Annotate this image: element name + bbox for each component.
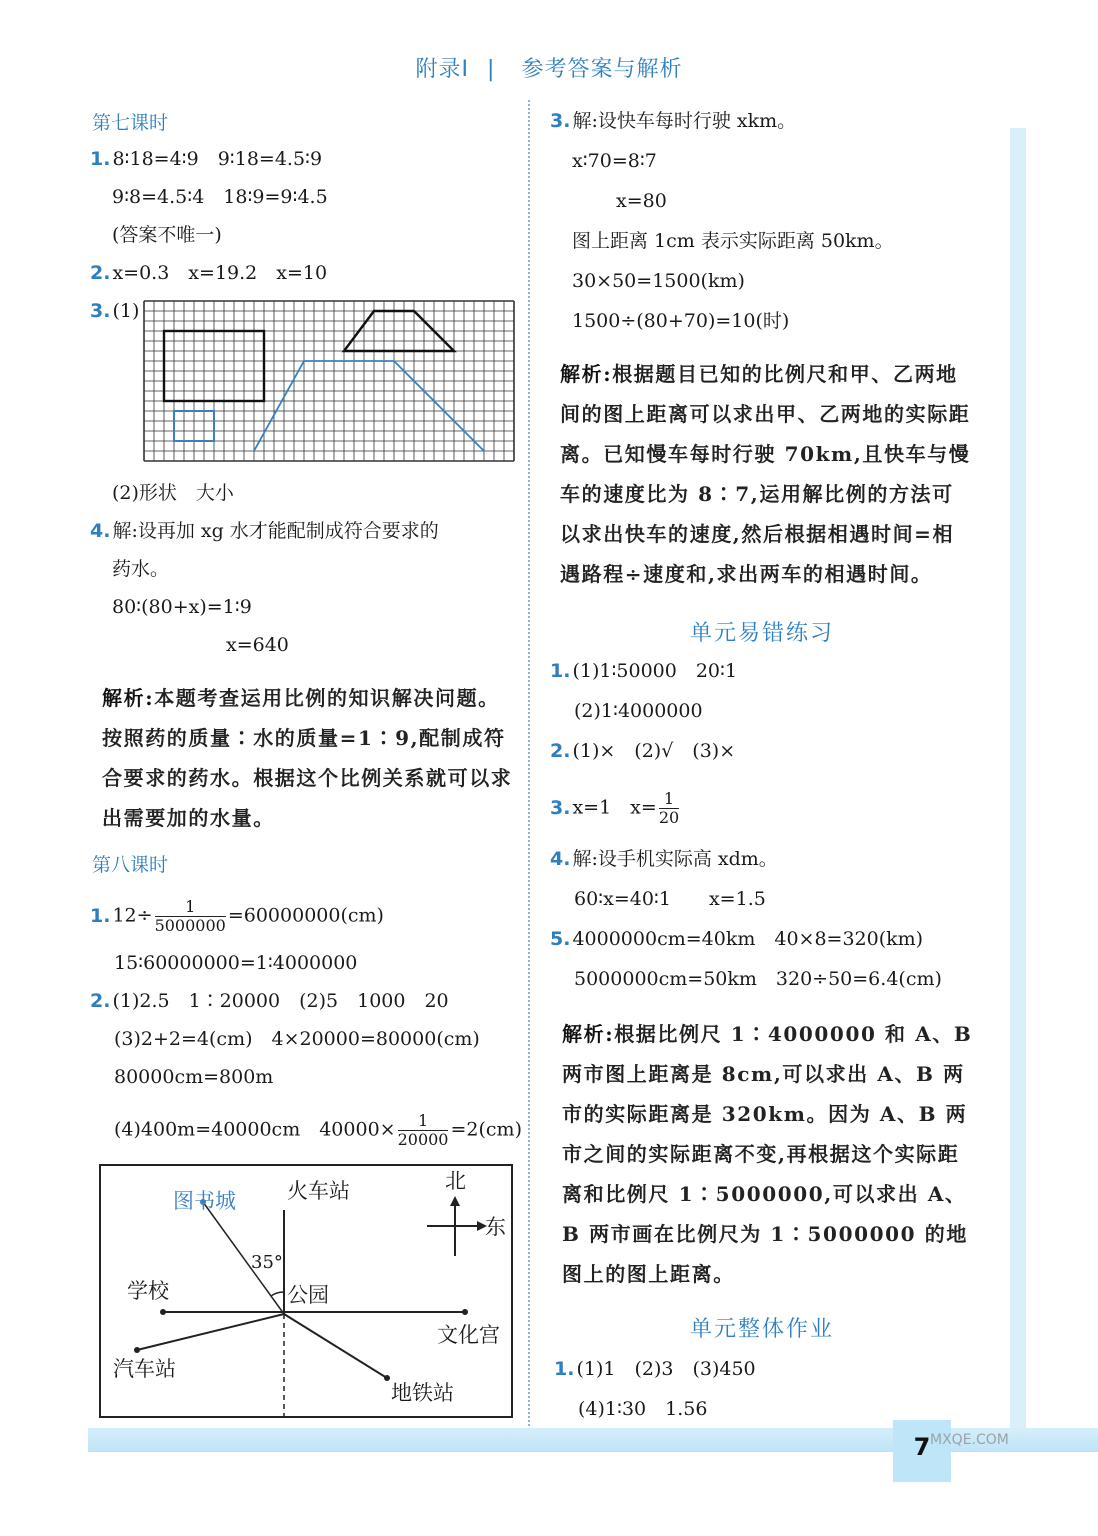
grid-figure bbox=[143, 300, 515, 470]
analysis-label: 解析: bbox=[102, 686, 155, 710]
errors-answer-4-line2: 60∶x=40∶1 x=1.5 bbox=[574, 888, 766, 910]
answer-r3-line3: 30×50=1500(km) bbox=[572, 270, 745, 292]
question-number: 2. bbox=[550, 740, 571, 762]
answer-r3-eq2: x=80 bbox=[616, 190, 667, 212]
analysis-text: 根据题目已知的比例尺和甲、乙两地间的图上距离可以求出甲、乙两地的实际距离。已知慢车每时行驶 70km,且快车与慢车的速度比为 8∶7,运用解比例的方法可以求出快车的速度,然后根据相遇时间=相遇路程÷速度和,求出两车的相遇时间。 bbox=[560, 362, 971, 586]
appendix-label: 附录Ⅰ bbox=[415, 57, 470, 82]
errors-answer-3 bbox=[550, 790, 681, 827]
label-subway: 地铁站 bbox=[391, 1381, 454, 1405]
enlarged-trapezoid bbox=[254, 361, 484, 451]
answer-text: 12÷ bbox=[112, 904, 153, 927]
analysis-text: 根据比例尺 1∶4000000 和 A、B 两市图上距离是 8cm,可以求出 A、B 两市的实际距离是 320km。因为 A、B 两市之间的实际距离不变,再根据这个实际距离和比例尺 1∶5000000,可以求出 A、B 两市画在比例尺为 1∶5000000 的地图上的图上距离。 bbox=[562, 1022, 973, 1286]
answer-r3-line2: 图上距离 1cm 表示实际距离 50km。 bbox=[572, 230, 894, 252]
answer-3-part2: (2)形状 大小 bbox=[112, 482, 234, 504]
question-number: 3. bbox=[550, 110, 571, 132]
label-station: 火车站 bbox=[287, 1179, 350, 1203]
section-title-lesson7: 第七课时 bbox=[92, 112, 169, 134]
question-number: 2. bbox=[90, 262, 111, 284]
section-title-errors: 单元易错练习 bbox=[690, 621, 835, 646]
question-number: 5. bbox=[550, 928, 571, 950]
answer-text: 4000000cm=40km 40×8=320(km) bbox=[572, 928, 924, 950]
analysis-label: 解析: bbox=[562, 1022, 615, 1046]
errors-answer-5-line1 bbox=[550, 926, 923, 952]
fraction-numerator: 1 bbox=[155, 898, 226, 917]
bus-point bbox=[134, 1347, 140, 1353]
fraction-denominator: 5000000 bbox=[154, 916, 226, 935]
question-number: 4. bbox=[550, 848, 571, 870]
question-number: 1. bbox=[90, 148, 111, 170]
fraction-denominator: 20000 bbox=[397, 1130, 449, 1149]
label-park: 公园 bbox=[287, 1283, 329, 1307]
label-north: 北 bbox=[445, 1169, 466, 1193]
answer-text: 解:设再加 xg 水才能配制成符合要求的 bbox=[112, 520, 439, 542]
answer-4-eq2: x=640 bbox=[226, 634, 289, 656]
unit-answer-1-line2: (4)1∶30 1.56 bbox=[578, 1398, 708, 1420]
answer-text: x=0.3 x=19.2 x=10 bbox=[112, 262, 328, 284]
map-svg bbox=[99, 1164, 513, 1418]
fraction-denominator: 20 bbox=[658, 808, 680, 827]
column-divider bbox=[528, 100, 530, 1430]
answer-1-note: (答案不唯一) bbox=[112, 224, 222, 246]
answer-text: (1)2.5 1∶20000 (2)5 1000 20 bbox=[112, 990, 449, 1012]
answer-text: =2(cm) bbox=[450, 1118, 522, 1141]
section-title-lesson8: 第八课时 bbox=[92, 854, 169, 876]
lesson8-answer-1-line2: 15∶60000000=1∶4000000 bbox=[114, 952, 358, 974]
question-number: 1. bbox=[90, 904, 111, 927]
answer-text: 解:设手机实际高 xdm。 bbox=[572, 848, 778, 870]
question-number: 3. bbox=[90, 300, 111, 322]
answer-1-line2: 9∶8=4.5∶4 18∶9=9∶4.5 bbox=[112, 186, 328, 208]
answer-r3-eq1: x∶70=8∶7 bbox=[572, 150, 657, 172]
fraction-numerator: 1 bbox=[659, 790, 679, 809]
subway-point bbox=[384, 1375, 390, 1381]
lesson8-answer-2-line2: (3)2+2=4(cm) 4×20000=80000(cm) bbox=[114, 1028, 480, 1050]
answer-3-part1 bbox=[90, 298, 139, 324]
question-number: 4. bbox=[90, 520, 111, 542]
question-number: 2. bbox=[90, 990, 111, 1012]
answer-r3-line4: 1500÷(80+70)=10(时) bbox=[572, 310, 790, 332]
answer-2 bbox=[90, 260, 327, 286]
analysis-1 bbox=[102, 678, 514, 838]
analysis-3 bbox=[562, 1014, 974, 1294]
grid-svg bbox=[143, 300, 515, 466]
fraction bbox=[659, 790, 679, 827]
label-east: 东 bbox=[485, 1215, 506, 1239]
answer-4-eq1: 80∶(80+x)=1∶9 bbox=[112, 596, 252, 618]
errors-answer-4-line1 bbox=[550, 846, 778, 872]
lesson8-answer-2-line3: 80000cm=800m bbox=[114, 1066, 274, 1088]
label-school: 学校 bbox=[127, 1279, 169, 1303]
page-number: 7 bbox=[893, 1420, 951, 1482]
question-number: 3. bbox=[550, 796, 571, 819]
answer-text: (1)× (2)√ (3)× bbox=[572, 740, 736, 762]
lesson8-answer-1 bbox=[90, 898, 384, 935]
answer-text: (4)400m=40000cm 40000× bbox=[114, 1118, 396, 1141]
answer-text: (1) bbox=[112, 300, 140, 322]
unit-answer-1-line1 bbox=[554, 1356, 756, 1382]
answer-text: x=1 x= bbox=[572, 796, 657, 819]
section-title-unit-homework: 单元整体作业 bbox=[690, 1317, 835, 1342]
analysis-2 bbox=[560, 354, 972, 594]
palace-point bbox=[462, 1309, 468, 1315]
errors-answer-2 bbox=[550, 738, 735, 764]
fraction bbox=[398, 1112, 449, 1149]
label-bus-station: 汽车站 bbox=[113, 1357, 176, 1381]
answer-text: (1)1∶50000 20∶1 bbox=[572, 660, 738, 682]
right-decor-band bbox=[1010, 128, 1026, 1428]
errors-answer-5-line2: 5000000cm=50km 320÷50=6.4(cm) bbox=[574, 968, 942, 990]
direction-map bbox=[99, 1164, 513, 1422]
header-separator: | bbox=[487, 57, 496, 82]
answer-text: (1)1 (2)3 (3)450 bbox=[576, 1358, 756, 1380]
label-angle: 35° bbox=[251, 1252, 283, 1273]
label-palace: 文化宫 bbox=[437, 1323, 500, 1347]
question-number: 1. bbox=[554, 1358, 575, 1380]
answer-text: =60000000(cm) bbox=[227, 904, 384, 927]
answer-4-line2: 药水。 bbox=[112, 558, 170, 580]
watermark: MXQE.COM bbox=[930, 1432, 1009, 1448]
answer-1-line1 bbox=[90, 146, 322, 172]
label-library: 图书城 bbox=[173, 1189, 236, 1213]
analysis-text: 本题考查运用比例的知识解决问题。按照药的质量∶水的质量=1∶9,配制成符合要求的药水。根据这个比例关系就可以求出需要加的水量。 bbox=[102, 686, 513, 830]
answer-text: 8∶18=4∶9 9∶18=4.5∶9 bbox=[112, 148, 323, 170]
school-point bbox=[160, 1309, 166, 1315]
errors-answer-1-line2: (2)1∶4000000 bbox=[574, 700, 703, 722]
answer-r3-line1 bbox=[550, 108, 796, 134]
answer-4-line1 bbox=[90, 518, 439, 544]
lesson8-answer-2-line1 bbox=[90, 988, 449, 1014]
question-number: 1. bbox=[550, 660, 571, 682]
page-header bbox=[0, 52, 1098, 83]
fraction-numerator: 1 bbox=[398, 1112, 449, 1131]
fraction bbox=[155, 898, 226, 935]
lesson8-answer-2-line4 bbox=[114, 1112, 522, 1149]
analysis-label: 解析: bbox=[560, 362, 613, 386]
answer-text: 解:设快车每时行驶 xkm。 bbox=[572, 110, 797, 132]
header-title: 参考答案与解析 bbox=[521, 57, 683, 82]
errors-answer-1-line1 bbox=[550, 658, 737, 684]
